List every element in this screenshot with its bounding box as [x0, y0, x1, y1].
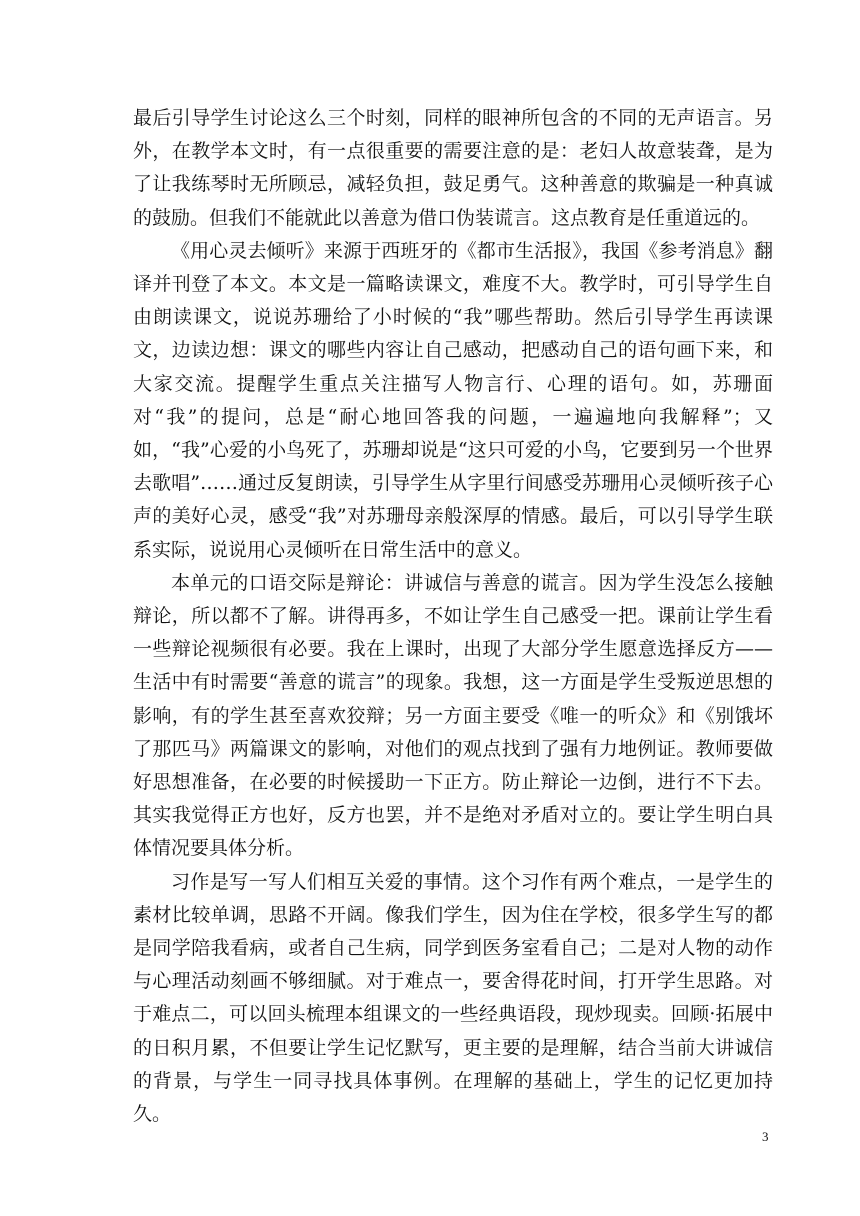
paragraph-2: 《用心灵去倾听》来源于西班牙的《都市生活报》，我国《参考消息》翻译并刊登了本文。本文是一篇略读课文，难度不大。教学时，可引导学生自由朗读课文，说说苏珊给了小时候的“我”哪些帮助。然后引导学生再读课文，边读边想：课文的哪些内容让自己感动，把感动自己的语句画下来，和大家交流。提醒学生重点关注描写人物言行、心理的语句。如，苏珊面对“我”的提问，总是“耐心地回答我的问题，一遍遍地向我解释”；又如，“我”心爱的小鸟死了，苏珊却说是“这只可爱的小鸟，它要到另一个世界去歌唱”……通过反复朗读，引导学生从字里行间感受苏珊用心灵倾听孩子心声的美好心灵，感受“我”对苏珊母亲般深厚的情感。最后，可以引导学生联系实际，说说用心灵倾听在日常生活中的意义。 [133, 239, 773, 561]
paragraph-1: 最后引导学生讨论这么三个时刻，同样的眼神所包含的不同的无声语言。另外，在教学本文时，有一点很重要的需要注意的是：老妇人故意装聋，是为了让我练琴时无所顾忌，减轻负担，鼓足勇气。这种善意的欺骗是一种真诚的鼓励。但我们不能就此以善意为借口伪装谎言。这点教育是任重道远的。 [133, 107, 773, 229]
paragraph-4: 习作是写一写人们相互关爱的事情。这个习作有两个难点，一是学生的素材比较单调，思路不开阔。像我们学生，因为住在学校，很多学生写的都是同学陪我看病，或者自己生病，同学到医务室看自己；二是对人物的动作与心理活动刻画不够细腻。对于难点一，要舍得花时间，打开学生思路。对于难点二，可以回头梳理本组课文的一些经典语段，现炒现卖。回顾·拓展中的日积月累，不但要让学生记忆默写，更主要的是理解，结合当前大讲诚信的背景，与学生一同寻找具体事例。在理解的基础上，学生的记忆更加持久。 [133, 870, 773, 1126]
body-text [133, 102, 773, 1131]
page-number: 3 [762, 1129, 769, 1144]
paragraph-3: 本单元的口语交际是辩论：讲诚信与善意的谎言。因为学生没怎么接触辩论，所以都不了解。讲得再多，不如让学生自己感受一把。课前让学生看一些辩论视频很有必要。我在上课时，出现了大部分学生愿意选择反方——生活中有时需要“善意的谎言”的现象。我想，这一方面是学生受叛逆思想的影响，有的学生甚至喜欢狡辩；另一方面主要受《唯一的听众》和《别饿坏了那匹马》两篇课文的影响，对他们的观点找到了强有力地例证。教师要做好思想准备，在必要的时候援助一下正方。防止辩论一边倒，进行不下去。其实我觉得正方也好，反方也罢，并不是绝对矛盾对立的。要让学生明白具体情况要具体分析。 [133, 571, 773, 860]
